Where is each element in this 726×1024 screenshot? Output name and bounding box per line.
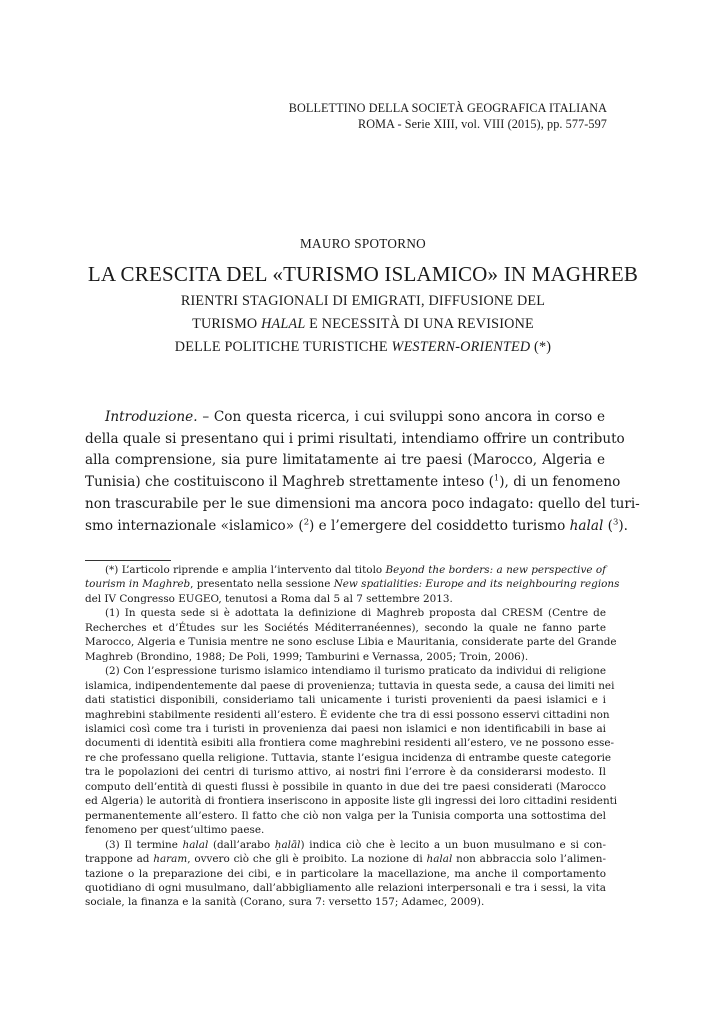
footnote-line: ed Algeria) le autorità di frontiera inseriscono in apposite liste gli ingressi dei loro cittadini residenti bbox=[85, 795, 618, 808]
footnote-italic: halal bbox=[426, 853, 453, 866]
footnote-line: islamica, indipendentemente dal paese di provenienza; tuttavia in questa sede, a causa dei limiti nei bbox=[85, 679, 615, 692]
footnote-line: documenti di identità esibiti alla frontiera come maghrebini residenti all’estero, ve ne possono esse- bbox=[85, 737, 615, 750]
footnote-line: Marocco, Algeria e Tunisia mentre ne sono escluse Libia e Mauritania, considerate parte del Grande bbox=[85, 636, 617, 649]
footnote-line: computo dell’entità di questi flussi è possibile in quanto in due dei tre paesi considerati (Marocco bbox=[85, 780, 606, 793]
footnote-text: (dall’arabo bbox=[208, 838, 275, 851]
subtitle-text: TURISMO bbox=[192, 316, 262, 332]
intro-line: non trascurabile per le sue dimensioni ma ancora poco indagato: quello del turi- bbox=[85, 495, 640, 512]
footnote-line: permanentemente all’estero. Il fatto che ciò non valga per la Tunisia comporta una sottostima del bbox=[85, 809, 606, 822]
footnote-italic: haram bbox=[153, 853, 188, 866]
footnote-line: (1) In questa sede si è adottata la definizione di Maghreb proposta dal CRESM (Centre de bbox=[105, 607, 606, 620]
footnote-line bbox=[85, 838, 606, 852]
footnote-italic: Beyond the borders: a new perspective of bbox=[385, 564, 606, 576]
subtitle-text: E NECESSITÀ DI UNA REVISIONE bbox=[305, 316, 534, 332]
subtitle-text: (*) bbox=[530, 339, 552, 355]
intro-text: smo internazionale «islamico» ( bbox=[85, 517, 304, 534]
footnote-ref[interactable]: 3 bbox=[612, 515, 619, 526]
subtitle-text: DELLE POLITICHE TURISTICHE bbox=[174, 339, 392, 355]
intro-line bbox=[85, 472, 621, 494]
section-label: Introduzione. bbox=[105, 409, 198, 425]
footnote-line: sociale, la finanza e la sanità (Corano, sura 7: versetto 157; Adamec, 2009). bbox=[85, 896, 485, 909]
journal-name: BOLLETTINO DELLA SOCIETÀ GEOGRAFICA ITALIANA bbox=[288, 101, 607, 115]
footnote-text: non abbraccia solo l’alimen- bbox=[452, 853, 606, 866]
running-header bbox=[289, 100, 607, 132]
footnote-text: , presentato nella sessione bbox=[190, 578, 334, 591]
intro-line: alla comprensione, sia pure limitatamente ai tre paesi (Marocco, Algeria e bbox=[85, 452, 605, 469]
intro-line bbox=[85, 407, 605, 429]
footnote-text: trappone ad bbox=[85, 853, 154, 866]
intro-text: Tunisia) che costituiscono il Maghreb strettamente inteso ( bbox=[85, 474, 494, 491]
footnote-line: tra le popolazioni dei centri di turismo attivo, ai nostri fini l’errore è da considerarsi modesto. Il bbox=[85, 766, 606, 779]
footnote-line: del IV Congresso EUGEO, tenutosi a Roma dal 5 al 7 settembre 2013. bbox=[85, 592, 453, 605]
intro-text: ). bbox=[618, 517, 628, 534]
intro-text: ), di un fenomeno bbox=[499, 474, 621, 491]
footnote-line: Recherches et d’Études sur les Sociétés Méditerranéennes), secondo la quale ne fanno parte bbox=[85, 621, 606, 634]
footnote-text: (*) L’articolo riprende e amplia l’intervento dal titolo bbox=[105, 564, 386, 576]
footnote-line bbox=[85, 577, 620, 591]
footnote-divider bbox=[85, 560, 171, 561]
introduction-paragraph bbox=[85, 407, 640, 537]
footnote-ref[interactable]: 1 bbox=[493, 472, 500, 483]
intro-line: della quale si presentano qui i primi risultati, intendiamo offrire un contributo bbox=[85, 430, 625, 447]
intro-italic: halal bbox=[569, 517, 604, 534]
footnote-line bbox=[85, 852, 606, 866]
footnotes bbox=[85, 563, 620, 910]
intro-text: – Con questa ricerca, i cui sviluppi sono ancora in corso e bbox=[197, 409, 605, 425]
footnote-italic: tourism in Maghreb bbox=[85, 578, 191, 591]
footnote-text: (3) Il termine bbox=[105, 838, 183, 851]
intro-text: ) e l’emergere del cosiddetto turismo bbox=[309, 517, 570, 534]
subtitle-italic: HALAL bbox=[261, 316, 306, 332]
footnote-line: fenomeno per quest’ultimo paese. bbox=[85, 824, 265, 837]
article-title: LA CRESCITA DEL «TURISMO ISLAMICO» IN MAGHREB bbox=[87, 262, 639, 286]
footnote-italic: New spatialities: Europe and its neighbouring regions bbox=[333, 578, 620, 591]
footnote-italic: halal bbox=[182, 838, 209, 851]
footnote-line: quotidiano di ogni musulmano, dall’abbigliamento alle relazioni interpersonali e tra i sessi, la vita bbox=[85, 881, 606, 894]
intro-line bbox=[85, 515, 628, 538]
author-name: MAURO SPOTORNO bbox=[300, 236, 426, 251]
footnote-line: maghrebini stabilmente residenti all’estero. È evidente che tra di essi possono esservi cittadini non bbox=[85, 708, 610, 721]
subtitle-line bbox=[0, 313, 726, 336]
footnote-line: (2) Con l’espressione turismo islamico intendiamo il turismo praticato da individui di religione bbox=[105, 665, 606, 678]
footnote-line: tazione o la preparazione dei cibi, e in particolare la macellazione, ma anche il comportamento bbox=[85, 867, 606, 880]
article-subtitle bbox=[0, 290, 726, 359]
footnote-line bbox=[85, 563, 606, 577]
subtitle-line bbox=[0, 336, 726, 359]
footnote-text: , ovvero ciò che gli è proibito. La nozione di bbox=[187, 853, 427, 866]
footnote-line: Maghreb (Brondino, 1988; De Poli, 1999; Tamburini e Vernassa, 2005; Troin, 2006). bbox=[85, 650, 529, 663]
subtitle-italic: WESTERN-ORIENTED bbox=[391, 339, 531, 355]
journal-issue: ROMA - Serie XIII, vol. VIII (2015), pp. 577-597 bbox=[358, 117, 607, 131]
footnote-line: islamici così come tra i turisti in provenienza dai paesi non islamici e non identificabili in base ai bbox=[85, 722, 606, 735]
subtitle-line: RIENTRI STAGIONALI DI EMIGRATI, DIFFUSIONE DEL bbox=[180, 293, 546, 309]
footnote-italic: ḥalāl bbox=[274, 838, 301, 851]
intro-text: ( bbox=[603, 517, 613, 534]
footnote-line: dati statistici disponibili, consideriamo tali unicamente i turisti provenienti da paesi islamici e i bbox=[85, 694, 606, 707]
footnote-ref[interactable]: 2 bbox=[303, 515, 310, 526]
footnote-text: ) indica ciò che è lecito a un buon musulmano e si con- bbox=[300, 838, 606, 851]
footnote-line: re che professano quella religione. Tuttavia, stante l’esigua incidenza di entrambe queste categorie bbox=[85, 751, 612, 764]
